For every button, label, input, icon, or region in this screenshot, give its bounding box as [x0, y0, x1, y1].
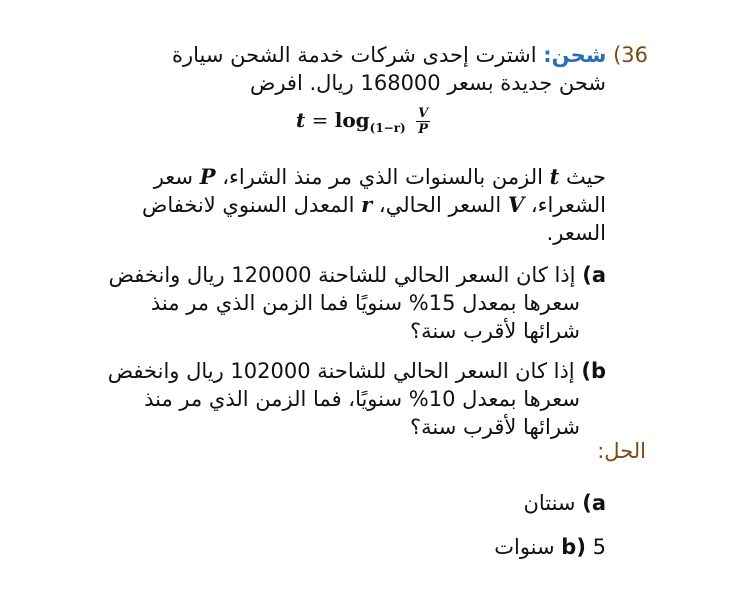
answer-a-label: a) — [582, 491, 606, 515]
solution-heading: الحل: — [597, 439, 646, 463]
definition-text: السعر. — [546, 221, 606, 245]
variable-p: P — [199, 164, 216, 189]
definition-text: الزمن بالسنوات الذي مر منذ الشراء، — [222, 165, 543, 189]
formula-fraction — [416, 106, 430, 137]
answer-b-text: 5 سنوات — [494, 535, 606, 559]
definition-text: سعر — [153, 165, 194, 189]
definition-line-3 — [547, 220, 606, 246]
definition-text: حيث — [566, 165, 606, 189]
problem-text-line-2: شحن جديدة بسعر 168000 ريال. افرض — [249, 71, 606, 95]
part-b-line-2 — [144, 386, 580, 412]
problem-text-line-1: اشترت إحدى شركات خدمة الشحن سيارة — [171, 43, 537, 67]
part-a-text: شرائها لأقرب سنة؟ — [410, 319, 580, 343]
definition-text: الشعراء، — [530, 193, 606, 217]
variable-t: t — [549, 164, 560, 189]
problem-line-1 — [172, 42, 648, 68]
part-a-text: إذا كان السعر الحالي للشاحنة 120000 ريال وانخفض — [108, 263, 576, 287]
part-a-line-1 — [109, 262, 606, 288]
part-b-line-3 — [410, 414, 580, 440]
problem-keyword: شحن: — [543, 43, 607, 67]
problem-number: 36) — [613, 43, 648, 67]
part-b-text: شرائها لأقرب سنة؟ — [410, 415, 580, 439]
problem-line-2 — [250, 70, 606, 96]
part-b-text: إذا كان السعر الحالي للشاحنة 102000 ريال وانخفض — [107, 359, 575, 383]
formula-numerator: V — [418, 106, 429, 121]
answer-a — [523, 490, 606, 516]
part-a-line-3 — [410, 318, 580, 344]
part-a-line-2 — [151, 290, 580, 316]
variable-v: V — [507, 192, 525, 217]
part-a-text: سعرها بمعدل 15% سنويًا فما الزمن الذي مر منذ — [150, 291, 580, 315]
definition-line-2 — [142, 192, 606, 218]
answer-b — [494, 534, 606, 560]
answer-a-text: سنتان — [523, 491, 576, 515]
part-b-text: سعرها بمعدل 10% سنويًا، فما الزمن الذي مر منذ — [144, 387, 580, 411]
part-b-line-1 — [108, 358, 606, 384]
formula — [296, 106, 430, 137]
part-b-label: b) — [581, 359, 606, 383]
definition-line-1 — [154, 164, 606, 190]
formula-log: log — [334, 108, 370, 132]
definition-text: المعدل السنوي لانخفاض — [141, 193, 355, 217]
part-a-label: a) — [582, 263, 606, 287]
formula-denominator: P — [418, 122, 429, 137]
answer-b-label: b) — [561, 535, 586, 559]
formula-base: (1−r) — [369, 121, 406, 135]
variable-r: r — [361, 192, 373, 217]
formula-equals: = — [311, 108, 329, 132]
definition-text: السعر الحالي، — [378, 193, 502, 217]
formula-lhs: t — [296, 108, 306, 132]
